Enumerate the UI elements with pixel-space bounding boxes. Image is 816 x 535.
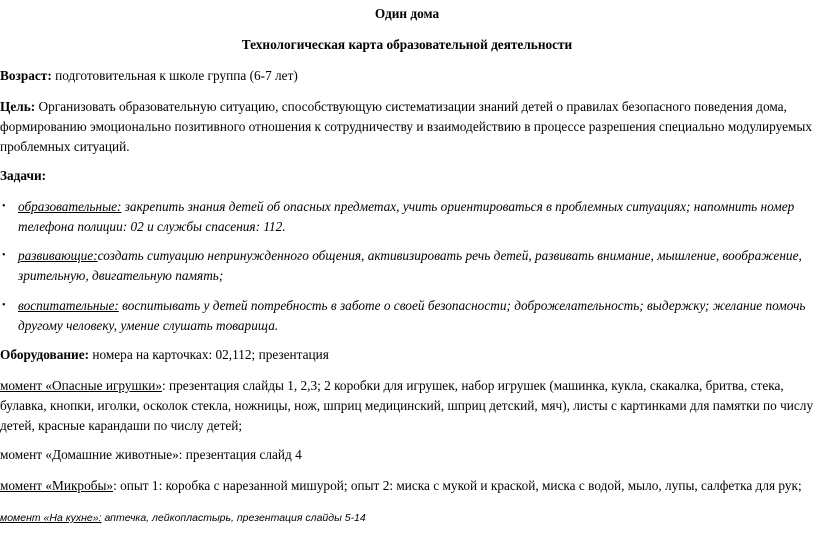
task-label: образовательные: — [18, 199, 122, 214]
moment-text: : презентация слайды 1, 2,3; 2 коробки для игрушек, набор игрушек (машинка, кукла, скакалка, бритва, стека, булавка, кнопки, иголки, осколок стекла, ножницы, нож, шприц медицинский, шприц детский, мяч), листы с картинками для памятки по числу детей, красные карандаши по числу детей; — [0, 378, 814, 433]
task-label: воспитательные: — [18, 298, 119, 313]
goal-paragraph — [0, 97, 814, 157]
moment-label: момент «Микробы» — [0, 478, 114, 493]
moment-paragraph — [0, 376, 814, 436]
bullet-icon: • — [2, 250, 6, 261]
task-item — [0, 296, 816, 336]
task-text: создать ситуацию непринужденного общения, активизировать речь детей, развивать внимание, мышление, воображение, зрительную, двигательную память; — [18, 248, 802, 283]
moment-text: : опыт 1: коробка с нарезанной мишурой; опыт 2: миска с мукой и краской, миска с водой, мыло, лупы, салфетка для рук; — [113, 478, 802, 493]
document-title: Один дома — [374, 6, 440, 21]
age-paragraph — [0, 66, 814, 86]
bullet-icon: • — [2, 201, 6, 212]
task-text: воспитывать у детей потребность в заботе о своей безопасности; доброжелательность; выдержку; желание помочь другому человеку, умение слушать товарища. — [18, 298, 806, 333]
document-subtitle: Технологическая карта образовательной деятельности — [241, 37, 573, 52]
task-label: развивающие: — [18, 248, 98, 263]
tasks-heading: Задачи: — [0, 168, 47, 183]
moment-text: момент «Домашние животные»: презентация слайд 4 — [0, 447, 302, 462]
goal-label: Цель: — [0, 99, 36, 114]
equipment-label: Оборудование: — [0, 347, 90, 362]
goal-text: Организовать образовательную ситуацию, способствующую систематизации знаний детей о правилах безопасного поведения дома, формированию эмоционально позитивного отношения к сотрудничеству и взаимодействию в процессе разрешения специально модулируемых проблемных ситуаций. — [0, 99, 812, 154]
equipment-paragraph — [0, 345, 814, 365]
age-label: Возраст: — [0, 68, 52, 83]
moment-paragraph — [0, 508, 814, 528]
moment-paragraph — [0, 445, 814, 465]
moment-text: аптечка, лейкопластырь, презентация слайды 5-14 — [101, 512, 366, 524]
task-item — [0, 246, 816, 286]
task-text: закрепить знания детей об опасных предметах, учить ориентироваться в проблемных ситуациях; напомнить номер телефона полиции: 02 и службы спасения: 112. — [18, 199, 795, 234]
equipment-text: номера на карточках: 02,112; презентация — [89, 347, 329, 362]
age-text: подготовительная к школе группа (6-7 лет) — [51, 68, 298, 83]
task-item — [0, 197, 816, 237]
moment-label: момент «На кухне»: — [0, 512, 102, 524]
moment-paragraph — [0, 476, 814, 496]
moment-label: момент «Опасные игрушки» — [0, 378, 162, 393]
bullet-icon: • — [2, 300, 6, 311]
